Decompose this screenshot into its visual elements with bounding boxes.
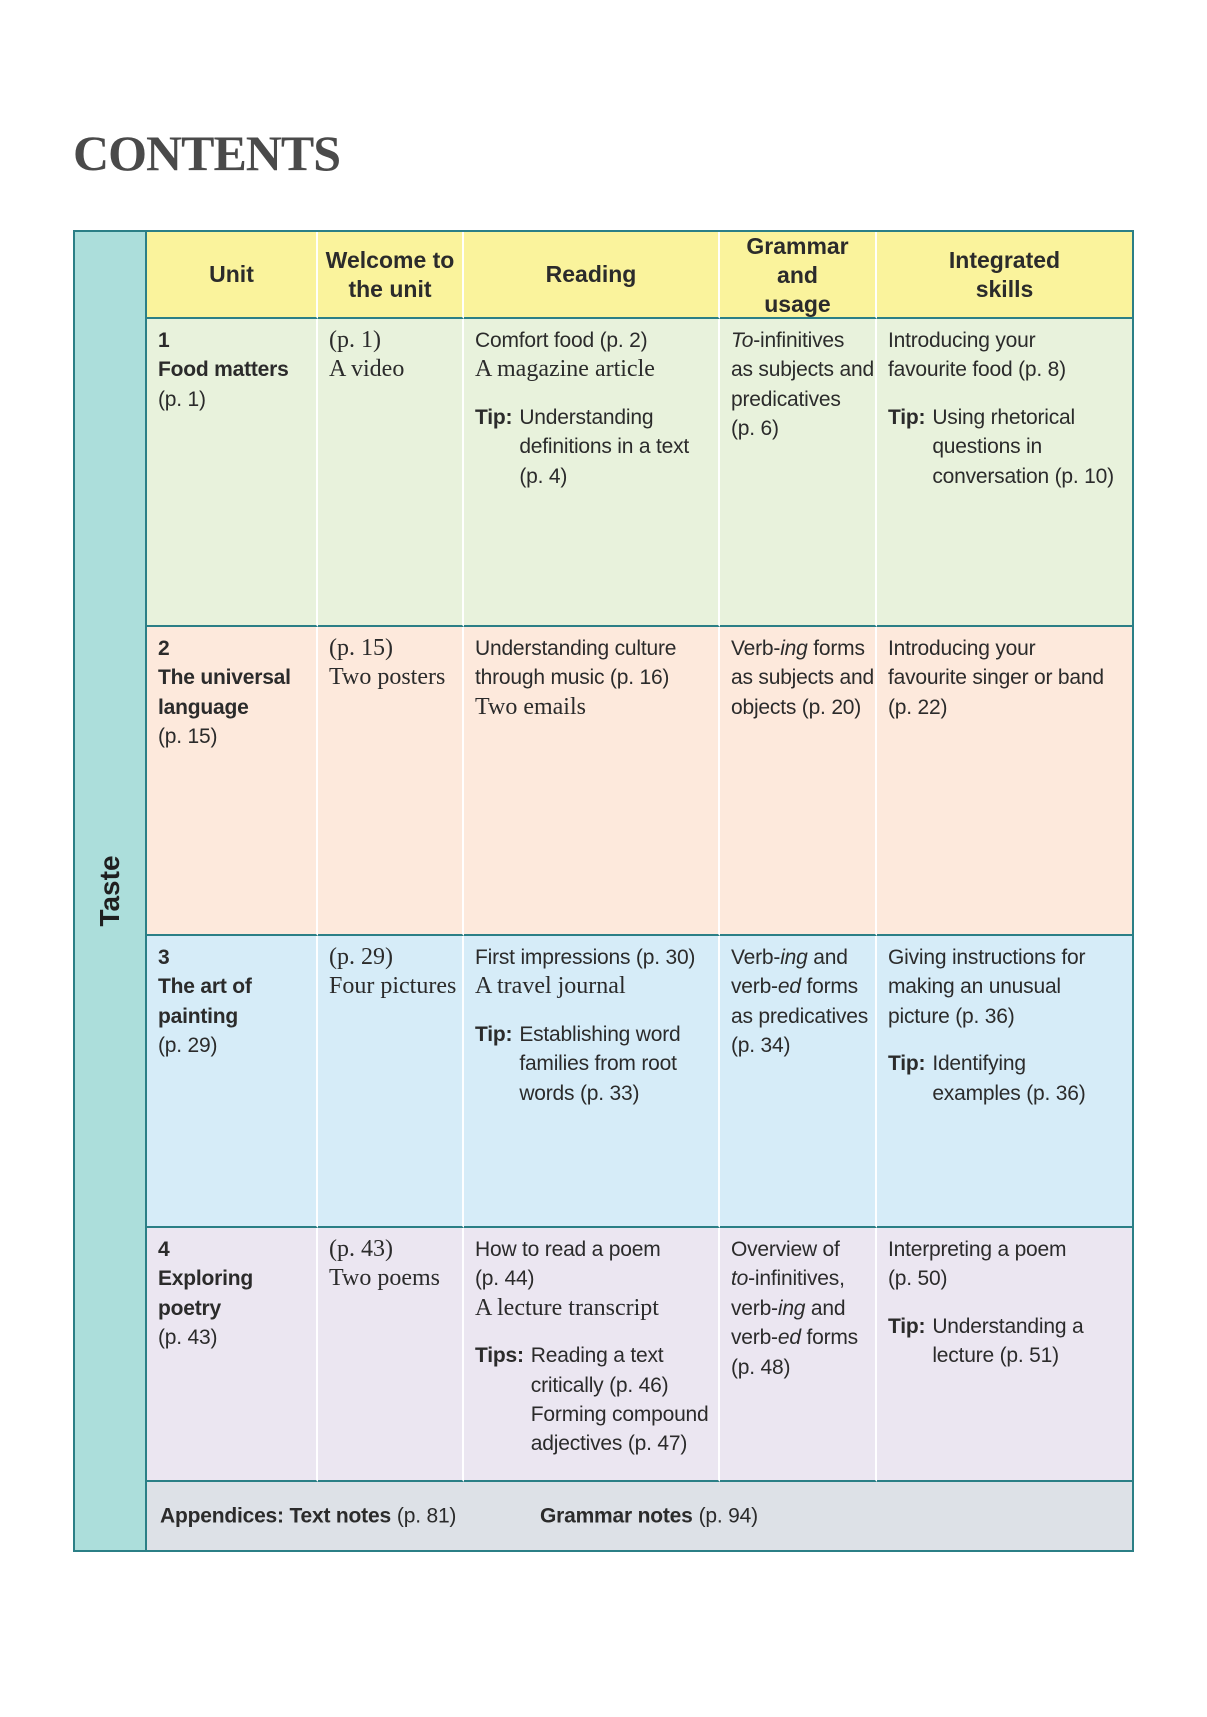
unit-page: (p. 1) (158, 387, 206, 411)
welcome-text: Four pictures (329, 973, 457, 1000)
contents-grid (147, 232, 1132, 1550)
grammar-segment: -infinitives, verb- (731, 1267, 845, 1320)
unit-page: (p. 15) (158, 725, 218, 749)
welcome-text: A video (329, 356, 405, 383)
header-reading (464, 232, 720, 319)
grammar-notes-page: (p. 94) (698, 1504, 758, 1528)
reading-tip-text: Understanding definitions in a text (p. 4) (519, 405, 690, 488)
header-unit (147, 232, 318, 319)
grammar-text (731, 326, 874, 444)
unit-title: Food matters (158, 358, 289, 382)
theme-band (75, 232, 147, 1550)
skills-tip-text: Understanding a lecture (p. 51) (932, 1314, 1084, 1368)
grammar-segment-italic: ing (780, 637, 808, 660)
unit-4-reading-cell (464, 1228, 720, 1482)
reading-tip-label: Tip: (475, 1022, 513, 1046)
skills-title: Introducing your favourite singer or band (p. 22) (888, 637, 1104, 719)
header-grammar (720, 232, 877, 319)
grammar-segment: forms (p. 48) (731, 1326, 858, 1379)
welcome-page: (p. 43) (329, 1236, 393, 1262)
welcome-page: (p. 29) (329, 944, 393, 970)
unit-2-unit-cell (147, 627, 318, 936)
reading-tip-label: Tips: (475, 1344, 524, 1368)
unit-3-welcome-cell (318, 936, 464, 1228)
unit-1-unit-cell (147, 319, 318, 627)
appendices-footer (147, 1482, 1132, 1550)
skills-tip (888, 403, 1128, 491)
grammar-segment-italic: To (731, 329, 754, 352)
header-grammar-label: Grammar and usage (746, 233, 849, 317)
unit-number: 2 (158, 637, 170, 660)
skills-tip-text: Identifying examples (p. 36) (932, 1052, 1086, 1105)
unit-page: (p. 29) (158, 1034, 218, 1058)
unit-1-grammar-cell (720, 319, 877, 627)
unit-3-unit-cell (147, 936, 318, 1228)
unit-number: 4 (158, 1238, 170, 1261)
grammar-segment: Verb- (731, 637, 781, 660)
skills-title: Giving instructions for making an unusual picture (p. 36) (888, 946, 1086, 1028)
grammar-segment-italic: ing (780, 946, 808, 969)
unit-3-reading-cell (464, 936, 720, 1228)
theme-label: Taste (94, 855, 125, 927)
unit-number: 1 (158, 329, 170, 352)
grammar-notes-label: Grammar notes (540, 1504, 693, 1528)
header-welcome (318, 232, 464, 319)
reading-text: A magazine article (475, 356, 655, 383)
unit-title: The art of painting (158, 975, 252, 1028)
skills-tip-label: Tip: (888, 1052, 926, 1076)
welcome-page: (p. 15) (329, 635, 393, 661)
skills-tip (888, 1312, 1128, 1371)
grammar-text (731, 634, 874, 722)
unit-2-grammar-cell (720, 627, 877, 936)
reading-tip (475, 403, 714, 491)
appendices-label: Appendices: Text notes (160, 1504, 391, 1528)
contents-table (73, 230, 1134, 1552)
appendices-page: (p. 81) (396, 1504, 457, 1528)
welcome-text: Two poems (329, 1265, 440, 1292)
unit-title: The universal language (158, 666, 291, 719)
welcome-page: (p. 1) (329, 327, 381, 353)
unit-3-skills-cell (877, 936, 1132, 1228)
page-title: CONTENTS (73, 125, 341, 181)
unit-4-skills-cell (877, 1228, 1132, 1482)
unit-1-skills-cell (877, 319, 1132, 627)
appendices-text-notes (160, 1501, 456, 1530)
grammar-segment: and verb- (731, 946, 848, 999)
reading-title: Understanding culture through music (p. 16) (475, 637, 677, 690)
reading-tip (475, 1020, 714, 1108)
reading-tip-label: Tip: (475, 405, 513, 429)
header-reading-label: Reading (545, 261, 637, 287)
unit-4-welcome-cell (318, 1228, 464, 1482)
skills-tip-label: Tip: (888, 405, 926, 429)
unit-1-welcome-cell (318, 319, 464, 627)
header-welcome-label: Welcome to the unit (325, 246, 455, 302)
header-skills-label: Integrated skills (948, 246, 1061, 302)
unit-title: Exploring poetry (158, 1267, 254, 1320)
skills-tip-label: Tip: (888, 1314, 926, 1338)
unit-3-grammar-cell (720, 936, 877, 1228)
header-unit-label: Unit (209, 261, 254, 287)
skills-title: Interpreting a poem (p. 50) (888, 1238, 1067, 1291)
welcome-text: Two posters (329, 664, 446, 691)
reading-tip-text: Establishing word families from root words (p. 33) (519, 1022, 681, 1105)
unit-4-unit-cell (147, 1228, 318, 1482)
grammar-text (731, 1235, 871, 1382)
reading-title: Comfort food (p. 2) (475, 329, 648, 352)
skills-title: Introducing your favourite food (p. 8) (888, 329, 1066, 382)
grammar-segment: and verb- (731, 1296, 846, 1350)
grammar-text (731, 943, 871, 1061)
unit-1-reading-cell (464, 319, 720, 627)
reading-text: Two emails (475, 693, 586, 720)
grammar-segment: forms as subjects and objects (p. 20) (731, 637, 874, 719)
unit-2-skills-cell (877, 627, 1132, 936)
unit-number: 3 (158, 946, 170, 969)
reading-title: How to read a poem (p. 44) (475, 1238, 661, 1291)
header-skills (877, 232, 1132, 319)
reading-tip (475, 1341, 714, 1459)
grammar-segment: -infinitives as subjects and predicatives (p. 6) (731, 329, 874, 441)
reading-title: First impressions (p. 30) (475, 946, 696, 969)
grammar-segment: Overview of (731, 1238, 840, 1261)
grammar-segment-italic: ed (777, 975, 801, 999)
skills-tip-text: Using rhetorical questions in conversation (p. 10) (932, 405, 1114, 488)
skills-tip (888, 1049, 1128, 1108)
grammar-segment: Verb- (731, 946, 781, 969)
grammar-segment-italic: to (731, 1267, 749, 1291)
reading-text: A travel journal (475, 973, 626, 1000)
reading-text: A lecture transcript (475, 1294, 659, 1321)
unit-4-grammar-cell (720, 1228, 877, 1482)
reading-tip-text: Reading a text critically (p. 46) Forming compound adjectives (p. 47) (530, 1344, 709, 1456)
appendices-grammar-notes (540, 1501, 758, 1530)
grammar-segment-italic: ed (777, 1326, 801, 1350)
unit-2-welcome-cell (318, 627, 464, 936)
grammar-segment: forms as predicatives (p. 34) (731, 975, 869, 1058)
grammar-segment-italic: ing (777, 1296, 806, 1320)
unit-2-reading-cell (464, 627, 720, 936)
unit-page: (p. 43) (158, 1326, 218, 1350)
